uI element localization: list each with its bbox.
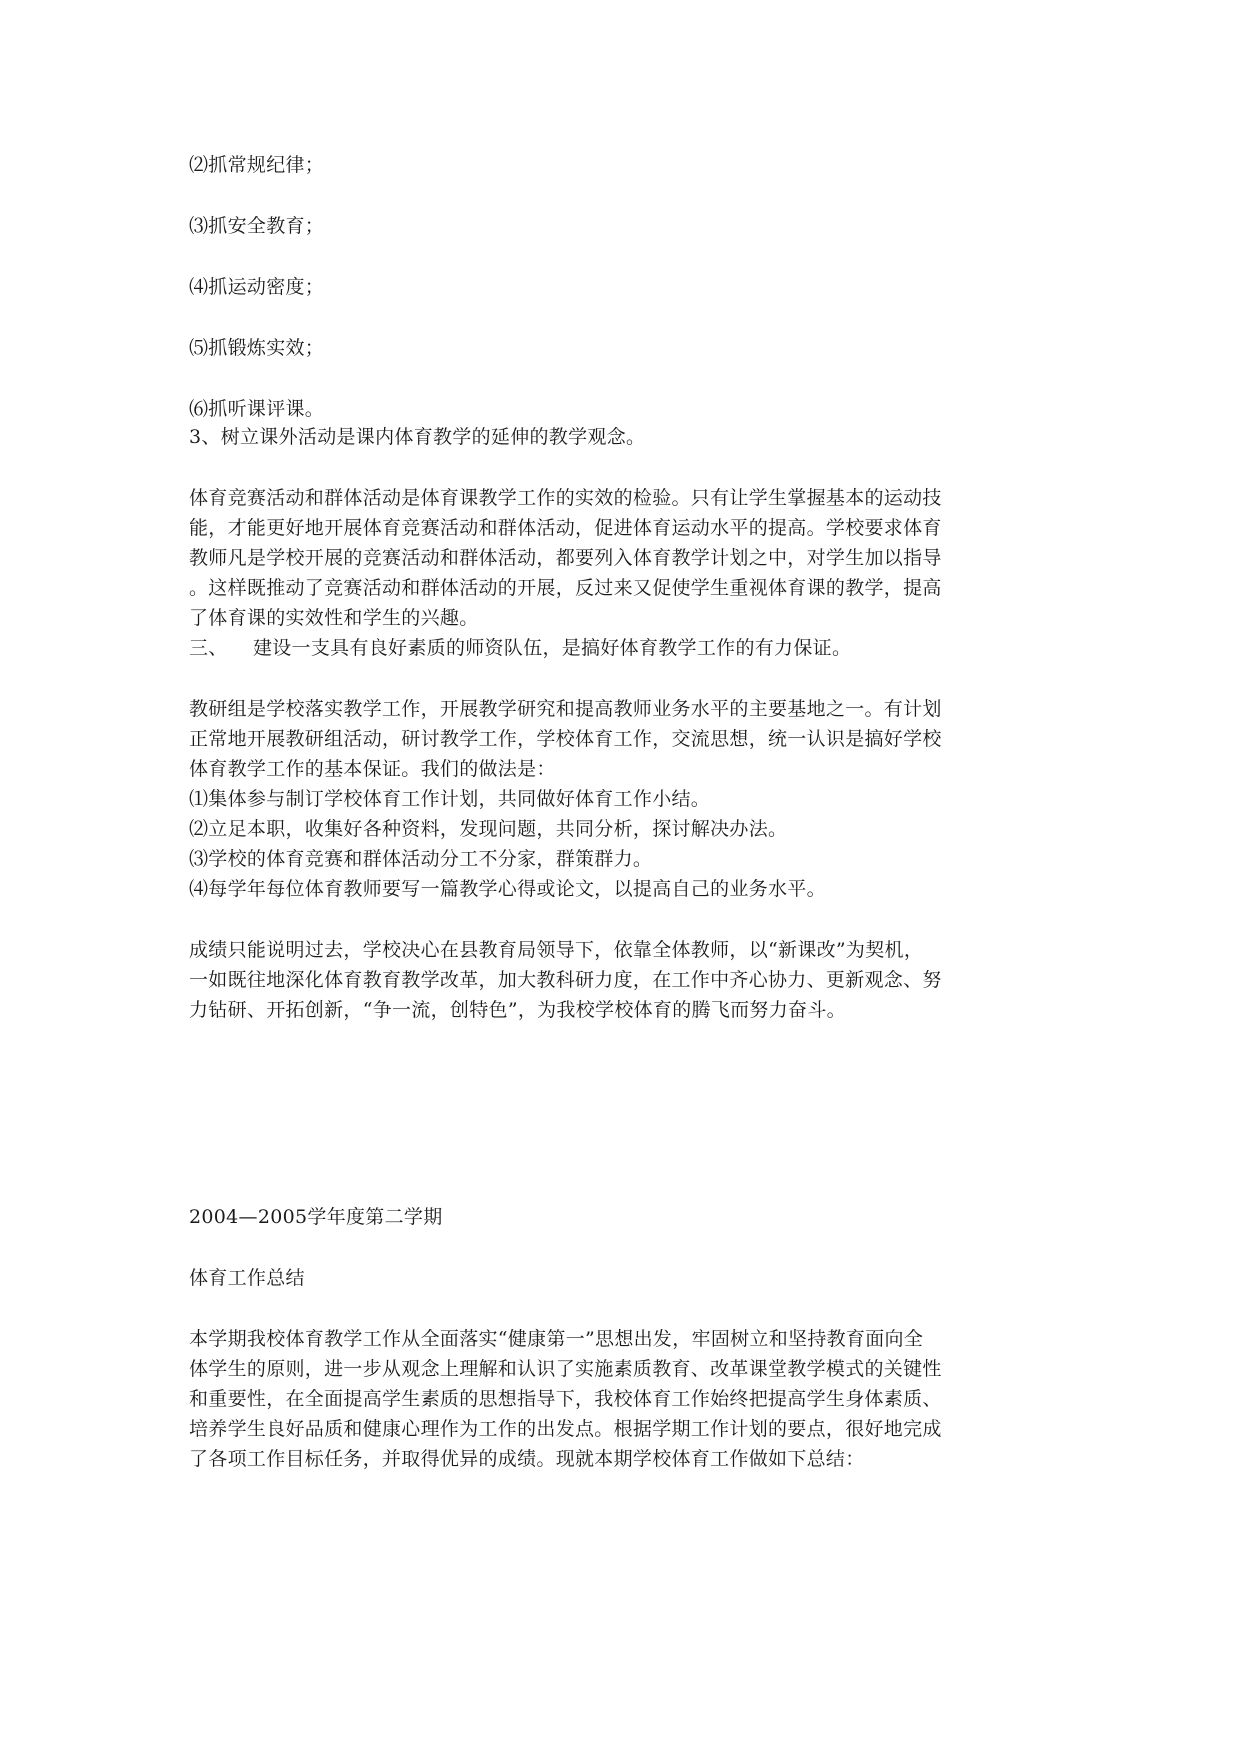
paragraph-line: 成绩只能说明过去，学校决心在县教育局领导下，依靠全体教师，以“新课改”为契机， <box>189 939 924 961</box>
section-heading: 三、 建设一支具有良好素质的师资队伍，是搞好体育教学工作的有力保证。 <box>189 637 852 659</box>
list-item: ⑷每学年每位体育教师要写一篇教学心得或论文，以提高自己的业务水平。 <box>189 878 826 900</box>
paragraph-line: 了体育课的实效性和学生的兴趣。 <box>189 607 479 629</box>
paragraph-line: 能，才能更好地开展体育竞赛活动和群体活动，促进体育运动水平的提高。学校要求体育 <box>189 517 942 539</box>
paragraph-line: 体学生的原则，进一步从观念上理解和认识了实施素质教育、改革课堂教学模式的关键性 <box>189 1358 942 1380</box>
paragraph-line: 一如既往地深化体育教育教学改革，加大教科研力度，在工作中齐心协力、更新观念、努 <box>189 969 942 991</box>
paragraph-line: 了各项工作目标任务，并取得优异的成绩。现就本期学校体育工作做如下总结： <box>189 1448 865 1470</box>
paragraph-line: 力钻研、开拓创新，“争一流，创特色”，为我校学校体育的腾飞而努力奋斗。 <box>189 999 846 1021</box>
list-item: ⑹抓听课评课。 <box>189 398 325 420</box>
paragraph-line: 。这样既推动了竞赛活动和群体活动的开展，反过来又促使学生重视体育课的教学，提高 <box>189 577 942 599</box>
paragraph-line: 体育教学工作的基本保证。我们的做法是： <box>189 758 556 780</box>
paragraph-line: 本学期我校体育教学工作从全面落实“健康第一”思想出发，牢固树立和坚持教育面向全 <box>189 1328 924 1350</box>
paragraph-line: 教师凡是学校开展的竞赛活动和群体活动，都要列入体育教学计划之中，对学生加以指导 <box>189 547 942 569</box>
list-item: ⑶学校的体育竞赛和群体活动分工不分家，群策群力。 <box>189 848 653 870</box>
paragraph-line: 体育竞赛活动和群体活动是体育课教学工作的实效的检验。只有让学生掌握基本的运动技 <box>189 487 942 509</box>
section-heading: 3、树立课外活动是课内体育教学的延伸的教学观念。 <box>189 426 646 448</box>
summary-title: 体育工作总结 <box>189 1267 305 1289</box>
paragraph-line: 培养学生良好品质和健康心理作为工作的出发点。根据学期工作计划的要点，很好地完成 <box>189 1418 942 1440</box>
paragraph-line: 教研组是学校落实教学工作，开展教学研究和提高教师业务水平的主要基地之一。有计划 <box>189 698 942 720</box>
list-item: ⑵立足本职，收集好各种资料，发现问题，共同分析，探讨解决办法。 <box>189 818 788 840</box>
list-item: ⑴集体参与制订学校体育工作计划，共同做好体育工作小结。 <box>189 788 711 810</box>
paragraph-line: 正常地开展教研组活动，研讨教学工作，学校体育工作，交流思想，统一认识是搞好学校 <box>189 728 942 750</box>
paragraph-line: 和重要性，在全面提高学生素质的思想指导下，我校体育工作始终把提高学生身体素质、 <box>189 1388 942 1410</box>
list-item: ⑵抓常规纪律； <box>189 154 325 176</box>
list-item: ⑷抓运动密度； <box>189 276 325 298</box>
list-item: ⑶抓安全教育； <box>189 215 325 237</box>
term-title: 2004—2005学年度第二学期 <box>189 1206 443 1228</box>
list-item: ⑸抓锻炼实效； <box>189 337 325 359</box>
